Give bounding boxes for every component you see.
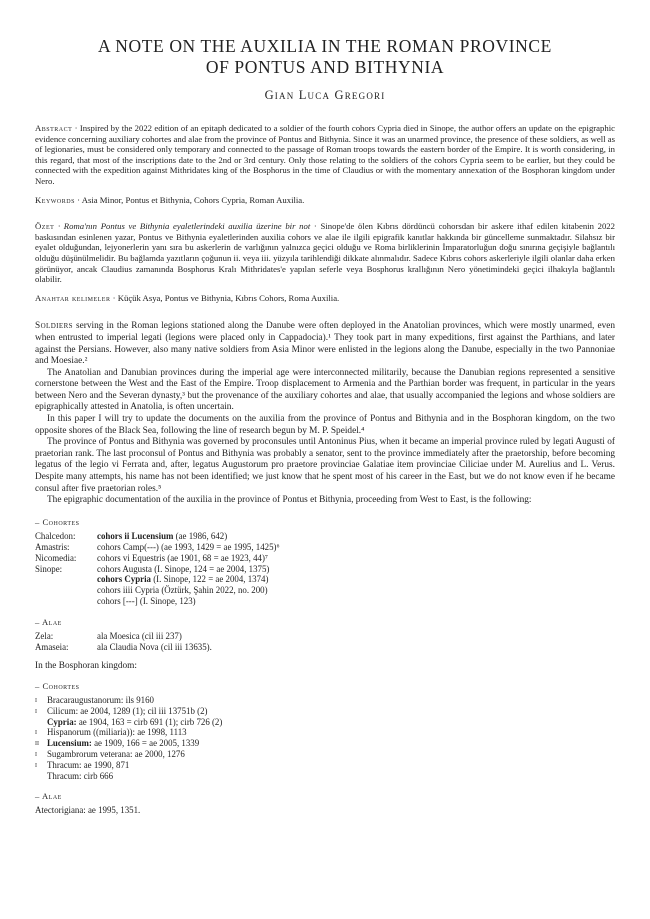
entry-text (47, 760, 129, 771)
entry-unit (97, 585, 615, 596)
keywords-text: · Asia Minor, Pontus et Bithynia, Cohors Cypria, Roman Auxilia. (74, 194, 305, 205)
entry-reference: Thracum: ae 1990, 871 (47, 759, 130, 770)
entry-reference: ae 1909, 166 = ae 2005, 1339 (91, 738, 200, 749)
entry-reference: Bracaraugustanorum: ils 9160 (47, 694, 154, 705)
entry-unit (97, 596, 615, 607)
entry-reference: cohors Augusta (I. Sinope, 124 = ae 2004, 1375) (97, 563, 270, 574)
entry-place: Sinope: (35, 563, 63, 574)
entry-reference: Cilicum: ae 2004, 1289 (1); cil iii 13751b (2) (47, 705, 208, 716)
paragraph-4: The province of Pontus and Bithynia was governed by proconsules until Antoninus Pius, when it became an imperial province ruled by legati Augusti of praetorian rank. The last proconsul of Pontus and Bithynia was probably a senator, sent to the province immediately after the praetorship, before becoming legatus of the legio vi Ferrata and, after, legatus Augustorum pro praetore provinciae Galatiae item provinciae Ciliciae under M. Aurelius and L. Verus. Despite many attempts, his name has not been identified; we just know that he spent most of his career in the East, but we do not know even if he became consul after five praetorian roles.⁵ (35, 437, 615, 494)
cohors-numeral (35, 771, 47, 782)
paragraph-1-text: serving in the Roman legions stationed along the Danube were often deployed in the Anatolian provinces, which were mostly unarmed, even when entrusted to imperial legati (legions were placed only in Cappadocia).¹ They took part in many expeditions, first against the Parthians, and later against the Persians. However, also many native soldiers from Asia Minor were enlisted in the legions along the Danube, especially in the two Pannoniae and Moesiae.² (35, 321, 615, 367)
entry-reference: Thracum: cirb 666 (47, 770, 114, 781)
section-alae-bosphoran: – Alae (35, 791, 62, 802)
bosphoran-cohors-entry (35, 760, 615, 771)
entry-reference: ala Claudia Nova (cil iii 13635). (97, 642, 212, 653)
entry-place: Amastris: (35, 541, 70, 552)
bosphoran-cohors-entry (35, 695, 615, 706)
bosphoran-alae-entry: Atectorigiana: ae 1995, 1351. (35, 805, 141, 816)
cohors-numeral: i (35, 759, 37, 769)
anahtar-keywords (35, 293, 615, 304)
paragraph-2: The Anatolian and Danubian provinces during the imperial age were interconnected militarily, because the Danubian regions represented a sensitive cornerstone between the West and the East of the Empire. Troop displacement to Armenia and the Parthian border was frequent, in particular in the years between Nero and the Severan dynasty,³ but the provenance of the auxiliary cohortes and alae, that usually accompanied the legions and whose soldiers are epigraphically attested in Anatolia, is often uncertain. (35, 367, 615, 413)
cohors-entry (35, 574, 615, 585)
entry-unit (97, 574, 615, 585)
cohors-numeral: ii (35, 738, 39, 748)
bosphoran-heading: In the Bosphoran kingdom: (35, 660, 137, 671)
article-body (35, 321, 615, 507)
entry-unit (97, 553, 615, 564)
entry-reference: cohors [---] (I. Sinope, 123) (97, 596, 196, 607)
bosphoran-cohors-entry (35, 706, 615, 717)
ozet-title: · Roma'nın Pontus ve Bithynia eyaletlerindeki auxilia üzerine bir not (54, 221, 311, 232)
ozet-text: · Sinope'de ölen Kıbrıs dördüncü cohorsdan bir askere ithaf edilen kitabenin 2022 baskısından esinlenen yazar, Pontus ve Bithynia eyaletlerinden auxilia cohors ve alae ile ilgili epigrafik kanıtlar hakkında bir güncelleme sunmaktadır. Silahsız bir eyalet olduğundan, lejyonerlerin yanı sıra bu askerlerin de varlığının yalnızca geçici olduğu ve Roma birliklerinin İmparatorluğun doğu sınırına geçişiyle bağlantılı olduğu düşünülmelidir. Bu bağlamda yazıtların çoğunun ii. veya iii. yüzyıla tarihlendiği dikkate alınmalıdır. Sadece Kıbrıs cohors askerleriyle ilgili olanlar daha erken görünüyor, ancak Claudius zamanında Bosphorus Kralı Mithridates'e yapılan seferle veya Bosphorus krallığının Nero yönetimindeki geçici ilhakıyla bağlantılı olabilir. (35, 221, 615, 285)
entry-reference: Sugambrorum veterana: ae 2000, 1276 (47, 748, 185, 759)
article-page (35, 0, 615, 816)
article-title (35, 36, 615, 78)
paragraph-1-lead: Soldiers (35, 321, 73, 332)
cohors-numeral: i (35, 727, 37, 737)
cohors-entry (35, 542, 615, 553)
entry-unit-bold: cohors Cypria (97, 574, 151, 585)
entry-text (47, 749, 185, 760)
cohors-entry (35, 585, 615, 596)
entry-reference: (I. Sinope, 122 = ae 2004, 1374) (151, 574, 269, 585)
paragraph-1 (35, 321, 615, 367)
alae-list (35, 631, 615, 653)
title-line-2: OF PONTUS AND BITHYNIA (205, 57, 445, 77)
entry-unit (97, 564, 615, 575)
keywords (35, 195, 615, 206)
anahtar-label: Anahtar kelimeler (35, 292, 111, 303)
entry-text (47, 771, 113, 782)
bosphoran-cohors-entry (35, 771, 615, 782)
entry-reference: cohors Camp(---) (ae 1993, 1429 = ae 1995, 1425)⁶ (97, 541, 280, 552)
paragraph-3: In this paper I will try to update the documents on the auxilia from the province of Pontus and Bithynia and in the Bosphoran kingdom, on the two opposite shores of the Black Sea, following the line of research begun by M. P. Speidel.⁴ (35, 414, 615, 436)
entry-place: Amaseia: (35, 642, 69, 653)
entry-reference: (ae 1986, 642) (173, 530, 228, 541)
bosphoran-cohors-entry (35, 727, 615, 738)
cohors-numeral: i (35, 748, 37, 758)
cohors-entry (35, 596, 615, 607)
cohors-numeral: i (35, 705, 37, 715)
entry-reference: Hispanorum ((miliaria)): ae 1998, 1113 (47, 727, 187, 738)
abstract-label: Abstract (35, 123, 73, 133)
section-cohortes-bosphoran: – Cohortes (35, 680, 80, 691)
entry-text (47, 706, 207, 717)
ozet-abstract (35, 221, 615, 285)
cohors-entry (35, 564, 615, 575)
bosphoran-cohortes-list (35, 695, 615, 781)
entry-reference: ae 1904, 163 = cirb 691 (1); cirb 726 (2) (76, 716, 223, 727)
entry-place: Chalcedon: (35, 530, 76, 541)
cohors-numeral (35, 717, 47, 728)
title-line-1: A NOTE ON THE AUXILIA IN THE ROMAN PROVINCE (98, 36, 552, 56)
entry-text (47, 727, 187, 738)
ala-entry (35, 642, 615, 653)
entry-unit (97, 531, 615, 542)
cohors-numeral: i (35, 694, 37, 704)
entry-place: Nicomedia: (35, 552, 77, 563)
ozet-label: Özet (35, 221, 55, 232)
bosphoran-cohors-entry (35, 738, 615, 749)
entry-reference: cohors iiii Cypria (Öztürk, Şahin 2022, no. 200) (97, 585, 268, 596)
keywords-label: Keywords (35, 194, 75, 205)
section-cohortes: – Cohortes (35, 516, 80, 527)
entry-text (47, 738, 199, 749)
entry-place (35, 596, 97, 607)
anahtar-text: · Küçük Asya, Pontus ve Bithynia, Kıbrıs Cohors, Roma Auxilia. (110, 292, 340, 303)
cohortes-list (35, 531, 615, 607)
bosphoran-cohors-entry (35, 717, 615, 728)
entry-reference: ala Moesica (cil iii 237) (97, 631, 182, 642)
author-name: Gian Luca Gregori (264, 88, 386, 102)
cohors-entry (35, 553, 615, 564)
entry-place: Zela: (35, 631, 54, 642)
entry-reference: cohors vi Equestris (ae 1901, 68 = ae 1923, 44)⁷ (97, 552, 269, 563)
entry-unit-bold: cohors ii Lucensium (97, 530, 174, 541)
bosphoran-cohors-entry (35, 749, 615, 760)
cohors-entry (35, 531, 615, 542)
abstract-text: · Inspired by the 2022 edition of an epitaph dedicated to a soldier of the fourth cohors Cypria died in Sinope, the author offers an update on the epigraphic evidence concerning auxiliary cohortes and alae from the province of Pontus and Bithynia. Since it was an unarmed province, the presence of these soldiers, as well as of legionaries, must be considered only temporary and connected to the passage of Roman troops towards the eastern border of the Empire. It is worth considering, in this regard, that most of the inscriptions date to the 2nd or 3rd century. Only those relating to the soldiers of the cohors Cypria seem to be earlier, but they could be connected with the expedition against Mithridates king of the Bosphorus in the time of Claudius or with the momentary annexation of the Bosphoran kingdom under Nero. (35, 123, 615, 186)
entry-text (47, 717, 222, 728)
entry-text (47, 695, 154, 706)
entry-place (35, 585, 97, 596)
entry-place (35, 574, 97, 585)
paragraph-5: The epigraphic documentation of the auxilia in the province of Pontus et Bithynia, proceeding from West to East, is the following: (47, 495, 532, 506)
entry-unit-bold: Lucensium: (47, 738, 92, 749)
entry-unit-bold: Cypria: (47, 716, 77, 727)
entry-unit (97, 542, 615, 553)
abstract (35, 123, 615, 187)
ala-entry (35, 631, 615, 642)
section-alae: – Alae (35, 617, 62, 628)
